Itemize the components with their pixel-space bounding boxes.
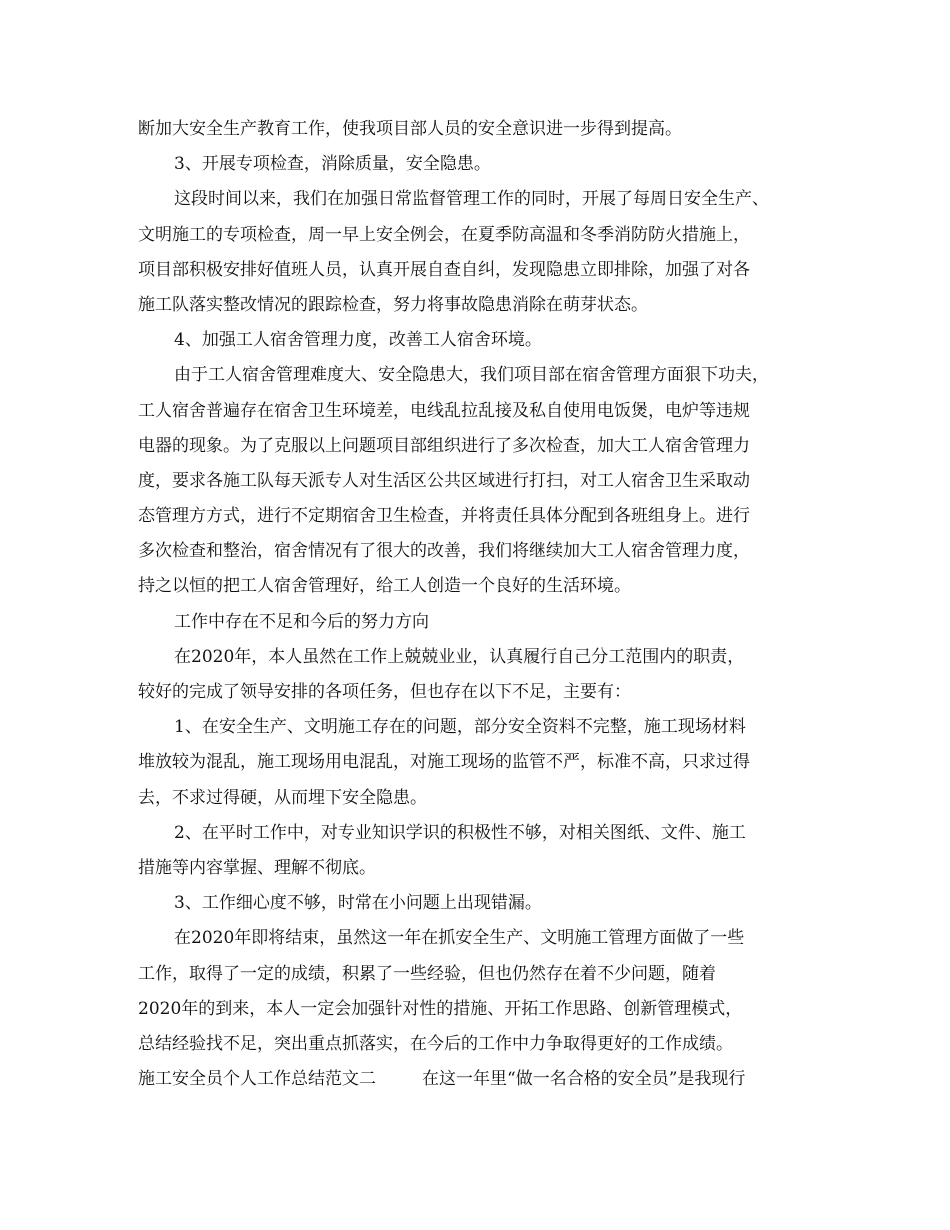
last-line [138,1062,818,1097]
text-line: 这段时间以来，我们在加强日常监督管理工作的同时，开展了每周日安全生产、 [174,189,769,210]
section-heading: 工作中存在不足和今后的努力方向 [174,611,429,632]
text-line: 断加大安全生产教育工作，使我项目部人员的安全意识进一步得到提高。 [138,119,682,139]
text-line: 态管理方方式，进行不定期宿舍卫生检查，并将责任具体分配到各班组身上。进行 [138,506,750,527]
text-line: 由于工人宿舍管理难度大、安全隐患大，我们项目部在宿舍管理方面狠下功夫， [174,365,769,386]
text-line: 在2020年，本人虽然在工作上兢兢业业，认真履行自己分工范围内的职责， [174,646,745,667]
text-line: 2、在平时工作中，对专业知识学识的积极性不够，对相关图纸、文件、施工 [174,822,746,843]
text-line: 多次检查和整治，宿舍情况有了很大的改善，我们将继续加大工人宿舍管理力度， [138,541,750,562]
text-line: 项目部积极安排好值班人员，认真开展自查自纠，发现隐患立即排除，加强了对各 [138,259,750,280]
text-line: 电器的现象。为了克服以上问题项目部组织进行了多次检查，加大工人宿舍管理力 [138,435,750,456]
text-line: 堆放较为混乱，施工现场用电混乱，对施工现场的监管不严，标准不高，只求过得 [138,752,750,773]
text-line: 工作，取得了一定的成绩，积累了一些经验，但也仍然存在着不少问题，随着 [138,963,716,984]
text-line: 去，不求过得硬，从而埋下安全隐患。 [138,787,427,808]
text-line: 持之以恒的把工人宿舍管理好，给工人创造一个良好的生活环境。 [138,576,631,597]
text-line: 措施等内容掌握、理解不彻底。 [138,857,376,878]
text-line: 在2020年即将结束，虽然这一年在抓安全生产、文明施工管理方面做了一些 [174,928,745,949]
body-text [138,112,818,1097]
text-line: 施工队落实整改情况的跟踪检查，努力将事故隐患消除在萌芽状态。 [138,294,648,315]
text-line: 4、加强工人宿舍管理力度，改善工人宿舍环境。 [174,330,542,351]
article-title: 施工安全员个人工作总结范文二 [138,1069,376,1090]
article-opening-text: 在这一年里“做一名合格的安全员”是我现行 [422,1069,746,1090]
text-line: 1、在安全生产、文明施工存在的问题，部分安全资料不完整，施工现场材料 [174,717,746,738]
text-line: 工人宿舍普遍存在宿舍卫生环境差，电线乱拉乱接及私自使用电饭煲，电炉等违规 [138,400,750,421]
text-line: 度，要求各施工队每天派专人对生活区公共区域进行打扫，对工人宿舍卫生采取动 [138,470,750,491]
text-line: 3、工作细心度不够，时常在小问题上出现错漏。 [174,893,542,914]
text-line: 3、开展专项检查，消除质量，安全隐患。 [174,154,491,175]
text-line: 文明施工的专项检查，周一早上安全例会，在夏季防高温和冬季消防防火措施上， [138,224,750,245]
text-line: 2020年的到来，本人一定会加强针对性的措施、开拓工作思路、创新管理模式， [138,998,743,1019]
text-line: 较好的完成了领导安排的各项任务，但也存在以下不足，主要有： [138,682,631,702]
text-line: 总结经验找不足，突出重点抓落实，在今后的工作中力争取得更好的工作成绩。 [138,1033,733,1054]
